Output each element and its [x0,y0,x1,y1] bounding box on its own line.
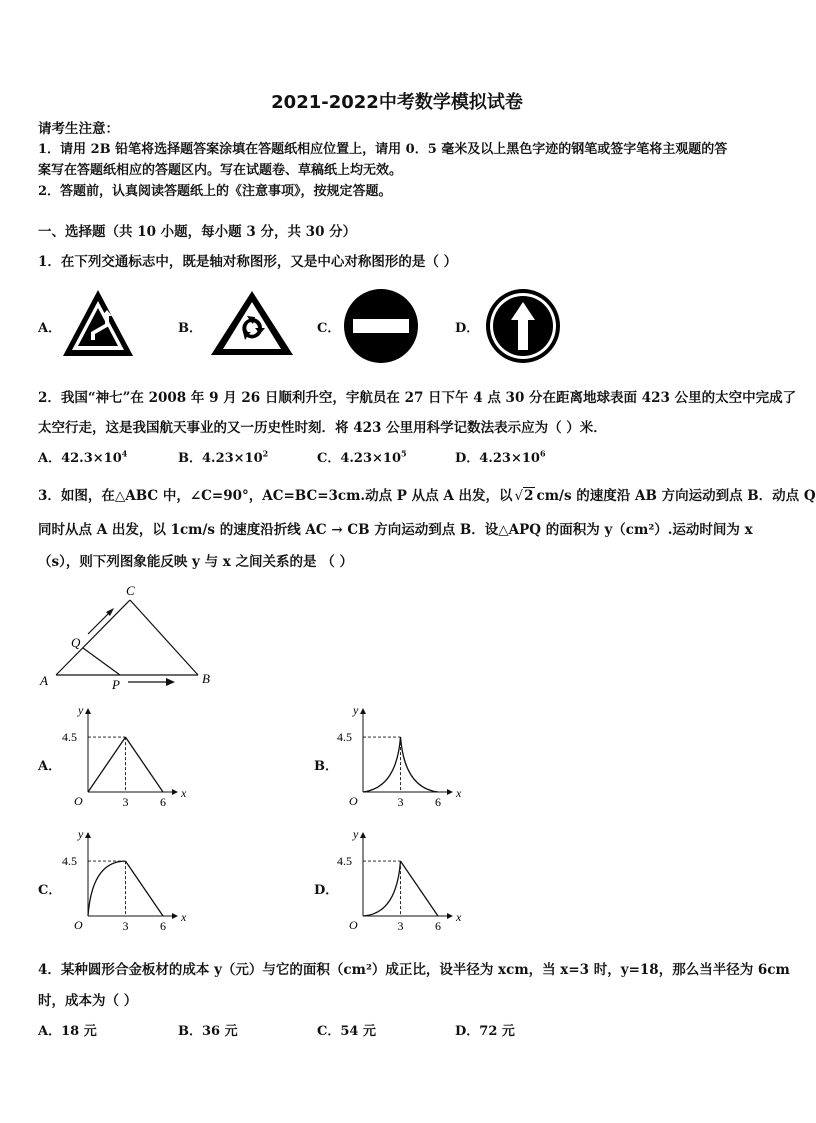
q3-option-d-label: D． [314,883,339,898]
notice-line-2: 2．答题前，认真阅读答题纸上的《注意事项》，按规定答题。 [38,184,392,199]
curve-rising [363,861,401,916]
curve-rising [88,737,126,792]
question-2-line-1: 2．我国“神七”在 2008 年 9 月 26 日顺利升空，宇航员在 27 日下午 4 点 30 分在距离地球表面 423 公里的太空中完成了 [38,390,797,406]
point-q-label: Q [71,635,81,650]
q4-option-b: B．36 元 [178,1024,238,1039]
vertex-c-label: C [126,583,135,598]
question-3-line-2: 同时从点 A 出发，以 1cm/s 的速度沿折线 AC → CB 方向运动到点 B．设△APQ 的面积为 y（cm²）.运动时间为 x [38,522,753,538]
graph-b [335,703,462,810]
origin-label: O [349,794,358,808]
origin-label: O [74,918,83,932]
x-axis-arrow [172,789,178,795]
curve-falling [126,861,164,916]
sqrt-expression: √2 [514,488,534,504]
q2-option-b: B．$4.23\times 10^2$ [178,448,269,466]
sign-double-bend-icon [60,286,136,362]
x-axis-label: x [456,786,462,800]
x-end-tick-label: 6 [435,795,441,809]
vertex-b-label: B [202,671,210,686]
x-axis-arrow [447,789,453,795]
q1-option-a-label: A． [38,321,62,336]
q2-option-c: C．$4.23\times 10^5$ [317,448,407,466]
vertex-a-label: A [40,673,48,688]
q4-option-a: A．18 元 [38,1024,97,1039]
curve-falling [401,737,439,792]
q2-option-a: A．$42.3\times 10^4$ [38,448,128,466]
curve-falling [401,861,439,916]
page-title: 2021-2022中考数学模拟试卷 [271,92,523,113]
y-max-tick-label: 4.5 [62,730,77,745]
y-max-tick-label: 4.5 [337,854,352,869]
x-axis-arrow [172,913,178,919]
graph-d [335,827,462,934]
y-max-tick-label: 4.5 [337,730,352,745]
question-4-line-1: 4．某种圆形合金板材的成本 y（元）与它的面积（cm²）成正比，设半径为 xcm，当 x=3 时，y=18，那么当半径为 6cm [38,962,790,978]
y-axis-arrow [85,832,91,838]
x-axis-label: x [456,910,462,924]
graph-c [60,827,187,934]
sign-roundabout-icon [209,288,295,358]
question-1-stem: 1．在下列交通标志中，既是轴对称图形，又是中心对称图形的是（ ） [38,254,458,270]
x-mid-tick-label: 3 [397,795,404,809]
curve-rising [363,737,401,792]
q4-option-d: D．72 元 [455,1024,515,1039]
x-end-tick-label: 6 [160,795,166,809]
y-axis-label: y [78,827,84,841]
question-2-line-2: 太空行走，这是我国航天事业的又一历史性时刻．将 423 公里用科学记数法表示应为（ ）米． [38,420,607,436]
triangle-figure [34,580,224,692]
q1-option-d-label: D． [455,321,480,336]
origin-label: O [349,918,358,932]
q1-option-b-label: B． [178,321,202,336]
notice-heading: 请考生注意： [38,121,119,137]
notice-line-1a: 1．请用 2B 铅笔将选择题答案涂填在答题纸相应位置上，请用 0．5 毫米及以上黑色字迹的钢笔或签字笔将主观题的答 [38,142,728,157]
y-max-tick-label: 4.5 [62,854,77,869]
x-end-tick-label: 6 [160,919,166,933]
x-axis-label: x [181,910,187,924]
x-mid-tick-label: 3 [122,919,129,933]
y-axis-label: y [353,703,359,717]
q3-option-c-label: C． [38,883,62,898]
curve-falling [126,737,164,792]
graph-a [60,703,187,810]
point-p-label: P [112,677,120,692]
y-axis-label: y [78,703,84,717]
question-3-line-1: 3．如图，在△ABC 中，∠C=90°，AC=BC=3cm.动点 P 从点 A 出发，以 √2 cm/s 的速度沿 AB 方向运动到点 B．动点 Q [38,488,816,504]
x-axis-label: x [181,786,187,800]
curve-rising [88,861,126,916]
y-axis-arrow [360,708,366,714]
q3-option-b-label: B． [314,759,338,774]
x-axis-arrow [447,913,453,919]
x-mid-tick-label: 3 [397,919,404,933]
q4-option-c: C．54 元 [317,1024,376,1039]
x-mid-tick-label: 3 [122,795,129,809]
q3-option-a-label: A． [38,759,62,774]
q2-option-d: D．$4.23\times 10^6$ [455,448,546,466]
question-4-line-2: 时，成本为（ ） [38,993,138,1009]
y-axis-label: y [353,827,359,841]
q1-option-c-label: C． [317,321,341,336]
notice-line-1b: 案写在答题纸相应的答题区内。写在试题卷、草稿纸上均无效。 [38,163,403,178]
x-end-tick-label: 6 [435,919,441,933]
question-3-line-3: （s），则下列图象能反映 y 与 x 之间关系的是 （ ） [38,554,353,570]
section-heading: 一、选择题（共 10 小题，每小题 3 分，共 30 分） [38,224,357,240]
y-axis-arrow [360,832,366,838]
origin-label: O [74,794,83,808]
sign-no-entry-icon [343,288,419,364]
sign-straight-ahead-icon [485,288,561,364]
y-axis-arrow [85,708,91,714]
